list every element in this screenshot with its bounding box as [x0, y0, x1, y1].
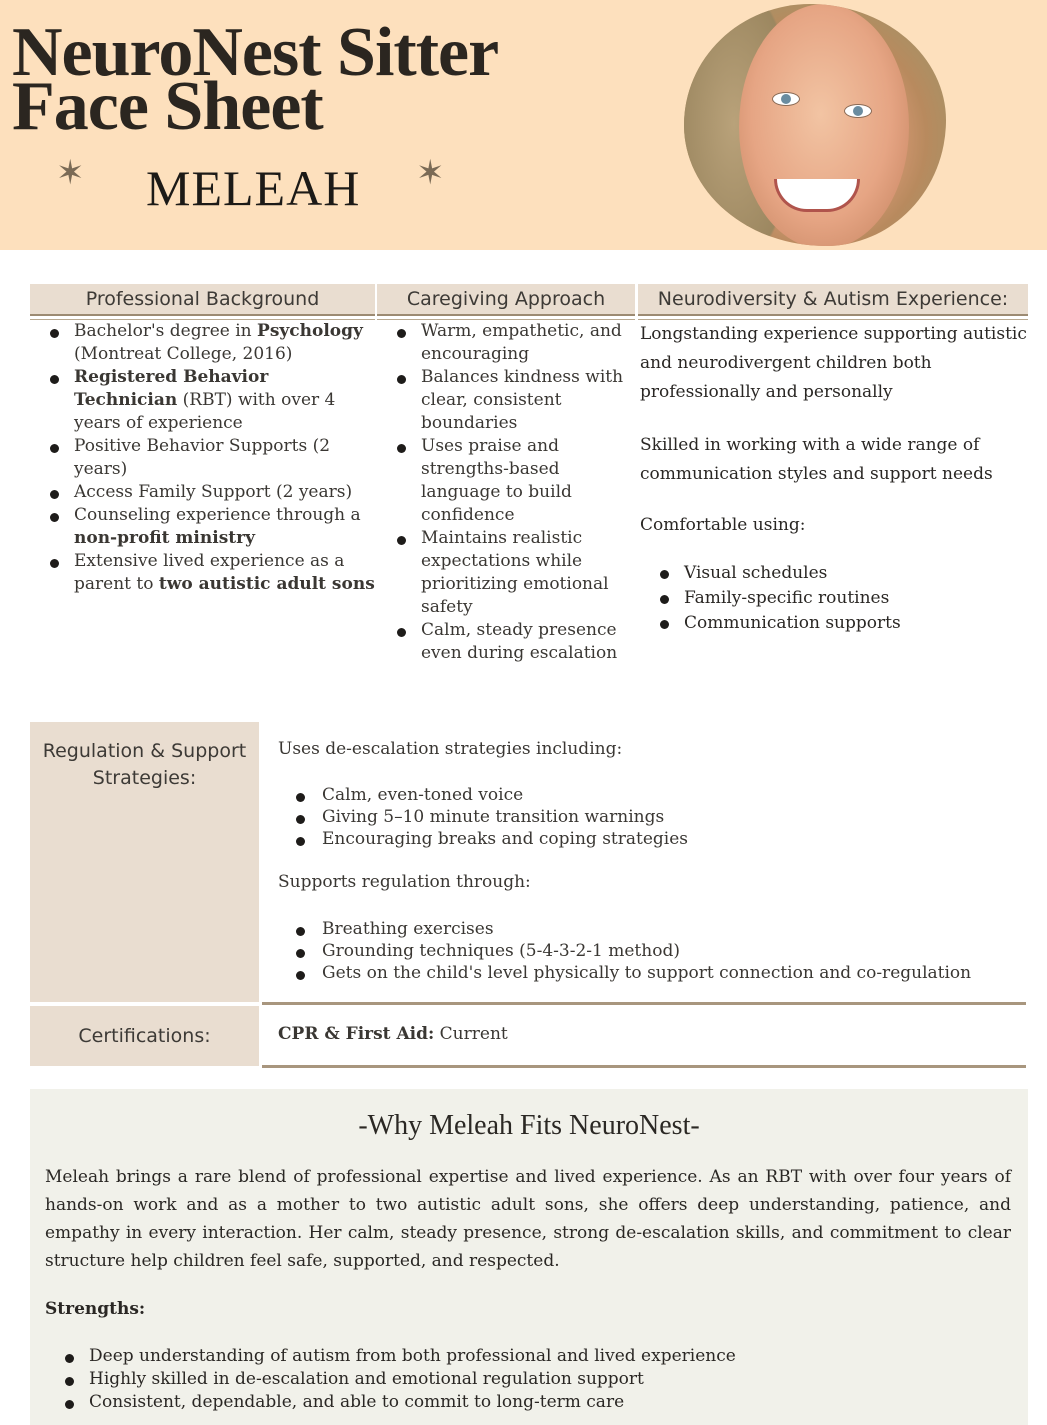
strategy-item: Encouraging breaks and coping strategies: [278, 828, 1038, 850]
certifications-label: Certifications:: [30, 1006, 259, 1066]
neurodiversity-section: [640, 320, 1035, 636]
strength-item: Deep understanding of autism from both professional and lived experience: [45, 1345, 1011, 1368]
support-item: Grounding techniques (5-4-3-2-1 method): [278, 940, 1038, 962]
background-item: Extensive lived experience as a parent to two autistic adult sons: [30, 550, 375, 596]
strategy-item: Giving 5–10 minute transition warnings: [278, 806, 1038, 828]
why-title: -Why Meleah Fits NeuroNest-: [358, 1110, 700, 1141]
why-section: [30, 1089, 1028, 1425]
sitter-name: MELEAH: [146, 160, 361, 216]
comfortable-using-label: Comfortable using:: [640, 515, 806, 535]
strength-item: Consistent, dependable, and able to commit to long-term care: [45, 1391, 1011, 1414]
background-item: Positive Behavior Supports (2 years): [30, 435, 375, 481]
tool-item: Communication supports: [640, 611, 1035, 636]
professional-background-heading: Professional Background: [30, 284, 375, 316]
strategies-intro: Uses de-escalation strategies including:: [278, 739, 623, 759]
certification-entry: [278, 1022, 508, 1046]
caregiving-approach-heading: Caregiving Approach: [377, 284, 635, 316]
neurodiversity-heading: Neurodiversity & Autism Experience:: [638, 284, 1028, 316]
neurodiversity-paragraph: Skilled in working with a wide range of communication styles and support needs: [640, 435, 993, 484]
background-item: Bachelor's degree in Psychology (Montreat College, 2016): [30, 320, 375, 366]
caregiving-item: Warm, empathetic, and encouraging: [377, 320, 635, 366]
neurodiversity-paragraph: Longstanding experience supporting autistic and neurodivergent children both professionally and personally: [640, 324, 1027, 402]
certification-name: CPR & First Aid:: [278, 1024, 435, 1044]
strength-item: Highly skilled in de-escalation and emotional regulation support: [45, 1368, 1011, 1391]
header-banner: [0, 0, 1047, 250]
regulation-label: Regulation & Support Strategies:: [30, 722, 259, 1002]
strategy-item: Calm, even-toned voice: [278, 784, 1038, 806]
profile-photo: [684, 4, 946, 246]
tool-item: Family-specific routines: [640, 586, 1035, 611]
support-item: Gets on the child's level physically to support connection and co-regulation: [278, 962, 1038, 984]
strengths-label: Strengths:: [45, 1299, 146, 1319]
support-item: Breathing exercises: [278, 918, 1038, 940]
section-divider: [262, 1065, 1026, 1068]
caregiving-item: Uses praise and strengths-based language to build confidence: [377, 435, 635, 527]
background-item: Registered Behavior Technician (RBT) with over 4 years of experience: [30, 366, 375, 435]
sparkle-icon: ✶: [56, 153, 85, 193]
caregiving-item: Balances kindness with clear, consistent boundaries: [377, 366, 635, 435]
why-paragraph: Meleah brings a rare blend of professional expertise and lived experience. As an RBT with over four years of hands-on work and as a mother to two autistic adult sons, she offers deep understanding, patience, and empathy in every interaction. Her calm, steady presence, strong de-escalation skills, and commitment to clear structure help children feel safe, supported, and respected.: [45, 1167, 1011, 1271]
caregiving-item: Maintains realistic expectations while prioritizing emotional safety: [377, 527, 635, 619]
caregiving-approach-section: [377, 320, 635, 665]
sparkle-icon: ✶: [416, 153, 445, 193]
supports-intro: Supports regulation through:: [278, 872, 531, 892]
background-item: Access Family Support (2 years): [30, 481, 375, 504]
section-divider: [262, 1002, 1026, 1005]
caregiving-item: Calm, steady presence even during escalation: [377, 619, 635, 665]
certification-status: Current: [434, 1024, 508, 1044]
professional-background-section: [30, 320, 375, 596]
page-title: NeuroNest Sitter Face Sheet: [12, 14, 499, 145]
background-item: Counseling experience through a non-profit ministry: [30, 504, 375, 550]
tool-item: Visual schedules: [640, 561, 1035, 586]
regulation-section: [278, 738, 1038, 984]
